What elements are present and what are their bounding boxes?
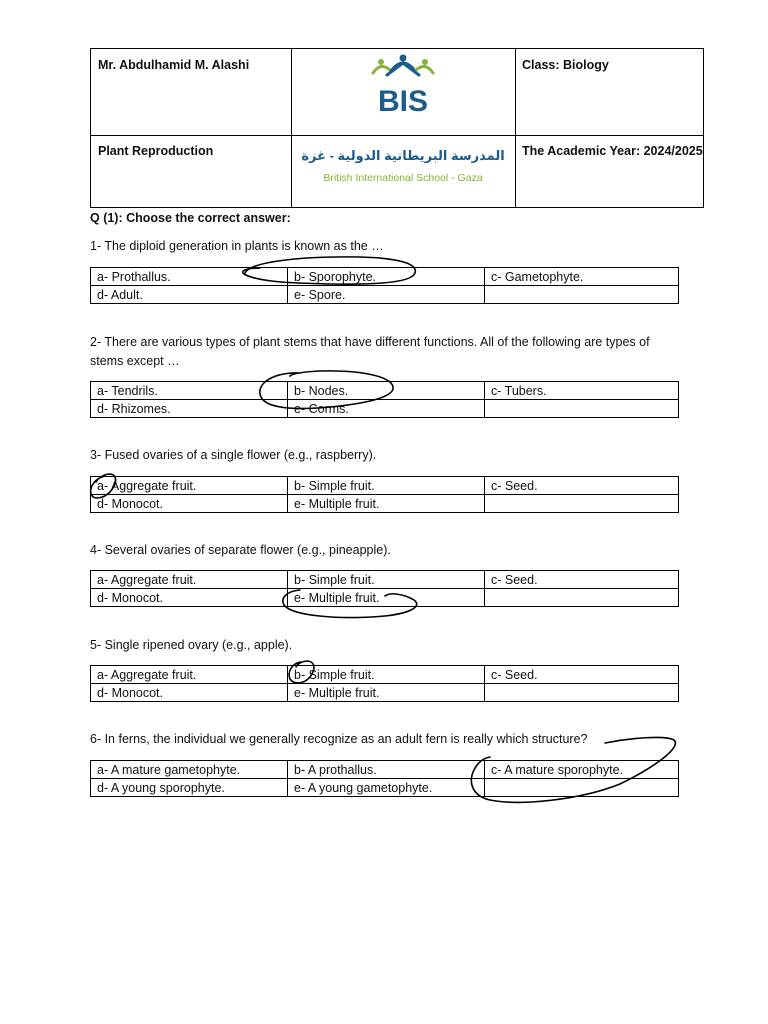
question-3-options <box>90 476 679 513</box>
option-d: d- Monocot. <box>91 589 288 607</box>
option-d: d- Monocot. <box>91 684 288 702</box>
school-name-english: British International School - Gaza <box>323 172 483 184</box>
section-title: Q (1): Choose the correct answer: <box>90 211 291 225</box>
question-2-options <box>90 381 679 418</box>
option-a: a- Aggregate fruit. <box>91 477 288 495</box>
option-e: e- Corms. <box>288 400 485 418</box>
question-6-options <box>90 760 679 797</box>
option-e: e- Spore. <box>288 286 485 304</box>
question-2-text: 2- There are various types of plant stems that have different functions. All of the following are types of stems except … <box>90 335 650 368</box>
option-a: a- Aggregate fruit. <box>91 666 288 684</box>
option-e: e- Multiple fruit. <box>288 684 485 702</box>
option-d: d- Adult. <box>91 286 288 304</box>
option-c: c- A mature sporophyte. <box>485 761 679 779</box>
school-logo <box>291 49 515 135</box>
class-label: Class: Biology <box>522 58 609 72</box>
option-c: c- Seed. <box>485 666 679 684</box>
option-b: b- Simple fruit. <box>288 666 485 684</box>
option-c: c- Seed. <box>485 477 679 495</box>
option-c: c- Tubers. <box>485 382 679 400</box>
option-empty <box>485 684 679 702</box>
question-3-text: 3- Fused ovaries of a single flower (e.g., raspberry). <box>90 448 377 462</box>
question-5-text: 5- Single ripened ovary (e.g., apple). <box>90 638 293 652</box>
option-e: e- Multiple fruit. <box>288 589 485 607</box>
option-e: e- A young gametophyte. <box>288 779 485 797</box>
option-a: a- Prothallus. <box>91 268 288 286</box>
option-e: e- Multiple fruit. <box>288 495 485 513</box>
bis-logo-icon <box>291 49 515 135</box>
academic-year-label: The Academic Year: 2024/2025 <box>522 144 703 158</box>
option-empty <box>485 779 679 797</box>
option-b: b- Sporophyte. <box>288 268 485 286</box>
option-b: b- Simple fruit. <box>288 477 485 495</box>
question-1-text: 1- The diploid generation in plants is known as the … <box>90 239 384 253</box>
option-b: b- Nodes. <box>288 382 485 400</box>
question-6-text: 6- In ferns, the individual we generally recognize as an adult fern is really which structure? <box>90 732 588 746</box>
option-a: a- Aggregate fruit. <box>91 571 288 589</box>
teacher-name: Mr. Abdulhamid M. Alashi <box>98 58 250 72</box>
school-name <box>291 135 515 209</box>
option-a: a- Tendrils. <box>91 382 288 400</box>
option-a: a- A mature gametophyte. <box>91 761 288 779</box>
option-b: b- Simple fruit. <box>288 571 485 589</box>
logo-text: BIS <box>377 85 429 118</box>
question-4-text: 4- Several ovaries of separate flower (e.g., pineapple). <box>90 543 391 557</box>
question-4-options <box>90 570 679 607</box>
school-name-arabic: المدرسة البريطانية الدولية - غزة <box>301 148 505 163</box>
option-b: b- A prothallus. <box>288 761 485 779</box>
question-1-options <box>90 267 679 304</box>
header-table <box>90 48 704 208</box>
option-empty <box>485 400 679 418</box>
question-5-options <box>90 665 679 702</box>
topic-label: Plant Reproduction <box>98 144 214 158</box>
option-c: c- Seed. <box>485 571 679 589</box>
option-d: d- Monocot. <box>91 495 288 513</box>
option-c: c- Gametophyte. <box>485 268 679 286</box>
option-d: d- A young sporophyte. <box>91 779 288 797</box>
option-empty <box>485 495 679 513</box>
header-divider <box>515 49 516 207</box>
option-empty <box>485 589 679 607</box>
option-empty <box>485 286 679 304</box>
option-d: d- Rhizomes. <box>91 400 288 418</box>
